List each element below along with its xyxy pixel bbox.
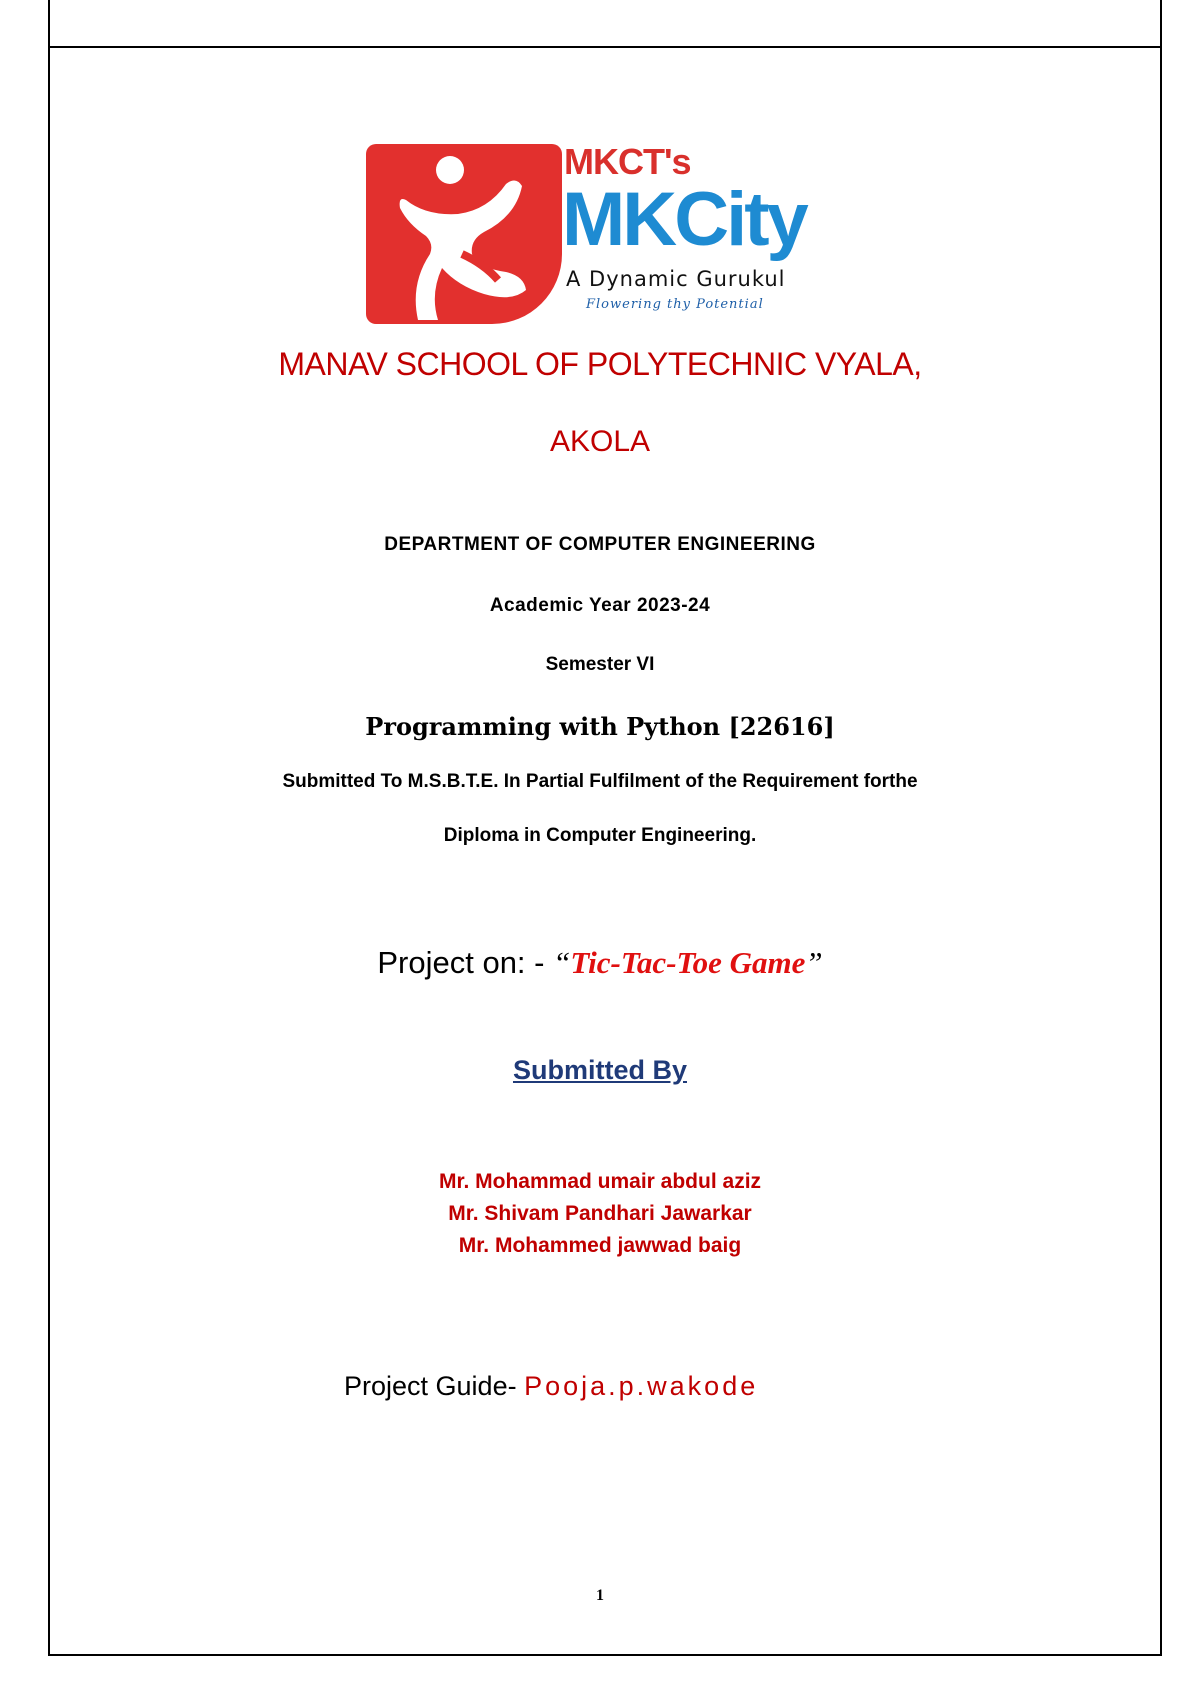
logo-tagline: A Dynamic Gurukul — [566, 267, 786, 291]
school-name: MANAV SCHOOL OF POLYTECHNIC VYALA, — [278, 346, 922, 382]
submitted-by-heading: Submitted By — [512, 1055, 687, 1085]
logo-brand-prefix: MKCT's — [564, 141, 691, 182]
academic-year: Academic Year 2023-24 — [489, 595, 711, 616]
student-name: Mr. Mohammed jawwad baig — [458, 1234, 742, 1257]
department-name: DEPARTMENT OF COMPUTER ENGINEERING — [384, 534, 816, 555]
logo-emblem — [366, 144, 562, 324]
project-guide-label: Project Guide — [344, 1371, 508, 1401]
dancing-figure-icon — [366, 144, 562, 324]
logo-brand-name: MKCity — [562, 177, 806, 262]
project-title-line — [0, 943, 1200, 983]
header-rule — [50, 46, 1160, 48]
project-guide — [344, 1368, 758, 1404]
semester: Semester VI — [545, 654, 655, 675]
logo-subtagline: Flowering thy Potential — [586, 297, 764, 312]
page-number: 1 — [596, 1587, 604, 1604]
project-close-quote: ” — [805, 945, 823, 980]
subject-title: Programming with Python [22616] — [365, 712, 835, 741]
submission-statement-line-1: Submitted To M.S.B.T.E. In Partial Fulfilment of the Requirement forthe — [282, 771, 918, 792]
project-open-quote: “ — [553, 945, 571, 980]
project-prefix: Project on: - — [377, 945, 554, 980]
project-guide-separator: - — [507, 1371, 525, 1401]
student-name: Mr. Mohammad umair abdul aziz — [438, 1170, 762, 1193]
submission-statement-line-2: Diploma in Computer Engineering. — [443, 825, 757, 846]
project-guide-name: Pooja.p.wakode — [524, 1371, 759, 1401]
school-city: AKOLA — [549, 425, 651, 458]
student-name: Mr. Shivam Pandhari Jawarkar — [448, 1202, 752, 1225]
school-logo — [366, 141, 806, 326]
project-name: Tic-Tac-Toe Game — [570, 945, 806, 980]
